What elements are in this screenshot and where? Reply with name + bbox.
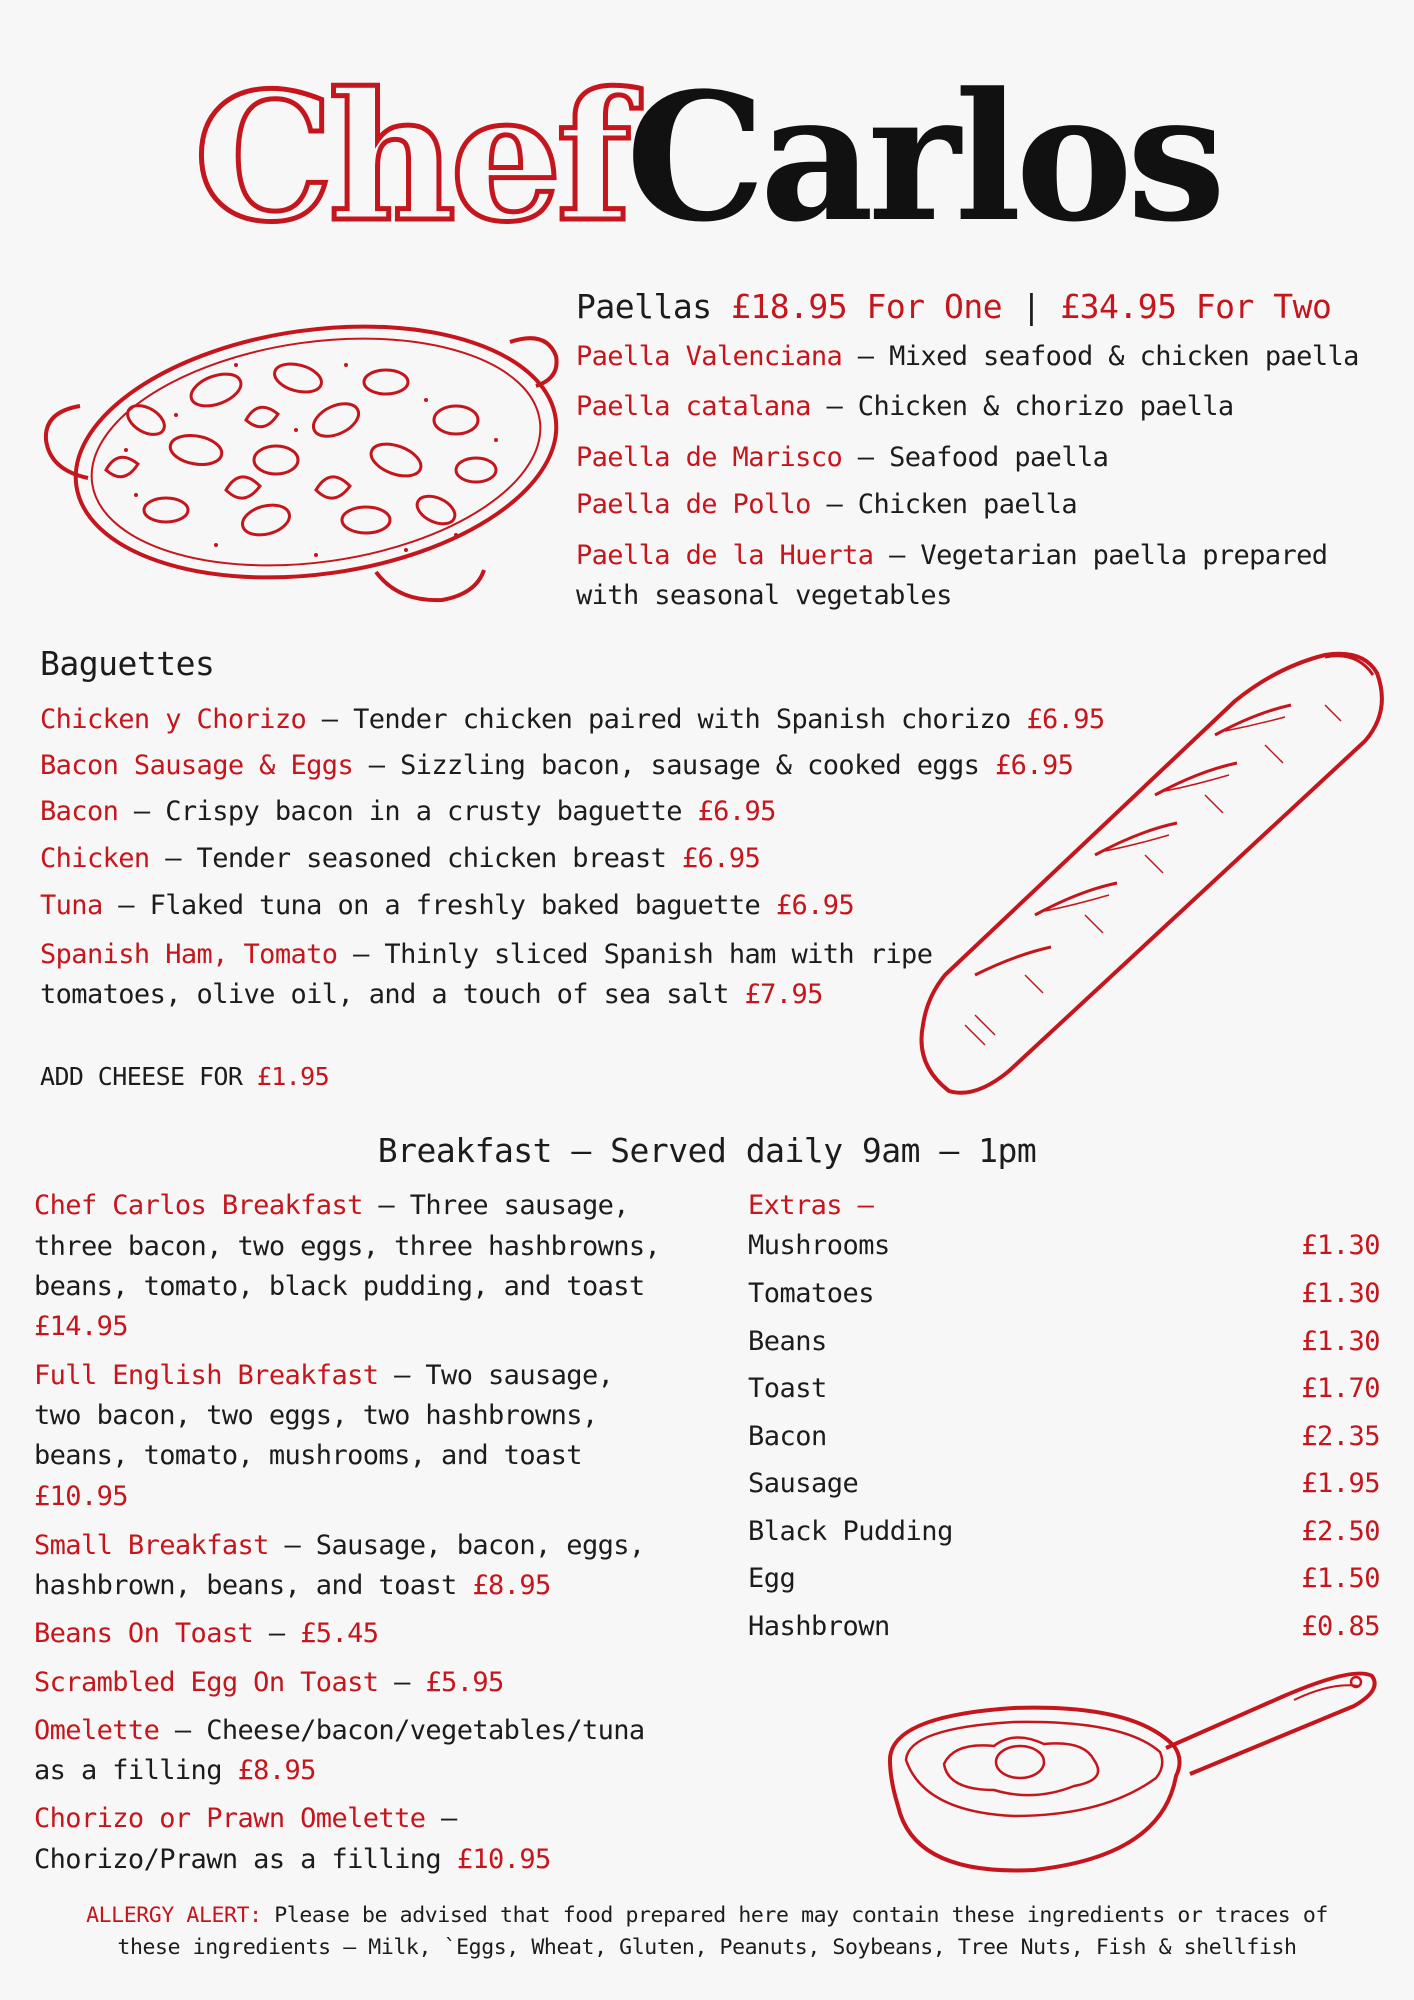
breakfast-price: £14.95 — [34, 1311, 128, 1342]
breakfast-item: Omelette – Cheese/bacon/vegetables/tuna — [34, 1715, 645, 1746]
breakfast-item: Scrambled Egg On Toast – £5.95 — [34, 1667, 504, 1698]
baguette-item: Bacon Sausage & Eggs – Sizzling bacon, sausage & cooked eggs £6.95 — [40, 750, 1074, 781]
breakfast-item-continued: three bacon, two eggs, three hashbrowns, — [34, 1231, 661, 1262]
breakfast-item-continued: beans, tomato, mushrooms, and toast — [34, 1440, 582, 1471]
baguette-illustration — [905, 645, 1385, 1095]
extras-row: Black Pudding £2.50 — [748, 1516, 1380, 1547]
paella-item: Paella Valenciana – Mixed seafood & chicken paella — [576, 341, 1359, 372]
baguette-item: Bacon – Crispy bacon in a crusty baguette £6.95 — [40, 796, 776, 827]
allergy-alert: ALLERGY ALERT: Please be advised that food prepared here may contain these ingredients or traces of these ingredients – Milk, `Eggs, Wheat, Gluten, Peanuts, Soybeans, Tree Nuts, Fish & shellfish — [50, 1900, 1364, 1964]
paella-item-continued: with seasonal vegetables — [576, 580, 952, 611]
paellas-heading: Paellas £18.95 For One | £34.95 For Two — [576, 287, 1332, 326]
breakfast-price: £10.95 — [34, 1481, 128, 1512]
paella-item: Paella de Marisco – Seafood paella — [576, 442, 1109, 473]
extras-heading: Extras – — [748, 1190, 874, 1221]
baguette-item-continued: tomatoes, olive oil, and a touch of sea salt £7.95 — [40, 979, 823, 1010]
breakfast-item: Beans On Toast – £5.45 — [34, 1618, 379, 1649]
paella-pan-illustration — [36, 320, 566, 610]
extras-row: Tomatoes £1.30 — [748, 1278, 1380, 1309]
breakfast-item: Chef Carlos Breakfast – Three sausage, — [34, 1190, 629, 1221]
breakfast-item-continued: Chorizo/Prawn as a filling £10.95 — [34, 1844, 551, 1875]
extras-row: Egg £1.50 — [748, 1563, 1380, 1594]
extras-row: Hashbrown £0.85 — [748, 1611, 1380, 1642]
baguette-item: Chicken – Tender seasoned chicken breast £6.95 — [40, 843, 761, 874]
paella-price-one: £18.95 For One — [730, 287, 1003, 326]
extras-row: Toast £1.70 — [748, 1373, 1380, 1404]
breakfast-item: Full English Breakfast – Two sausage, — [34, 1360, 614, 1391]
breakfast-item: Small Breakfast – Sausage, bacon, eggs, — [34, 1530, 645, 1561]
add-cheese-note: ADD CHEESE FOR £1.95 — [40, 1062, 330, 1091]
baguette-item: Spanish Ham, Tomato – Thinly sliced Spanish ham with ripe — [40, 939, 933, 970]
paella-item: Paella catalana – Chicken & chorizo paella — [576, 391, 1234, 422]
breakfast-item-continued: two bacon, two eggs, two hashbrowns, — [34, 1400, 598, 1431]
paella-item: Paella de Pollo – Chicken paella — [576, 489, 1077, 520]
baguettes-heading: Baguettes — [40, 644, 215, 683]
title-chef: Chef — [194, 54, 626, 261]
breakfast-heading: Breakfast – Served daily 9am – 1pm — [377, 1131, 1037, 1170]
breakfast-item-continued: hashbrown, beans, and toast £8.95 — [34, 1570, 551, 1601]
paella-item: Paella de la Huerta – Vegetarian paella prepared — [576, 540, 1328, 571]
allergy-label: ALLERGY ALERT: — [86, 1903, 262, 1928]
breakfast-item-continued: as a filling £8.95 — [34, 1755, 316, 1786]
extras-row: Bacon £2.35 — [748, 1421, 1380, 1452]
extras-row: Mushrooms £1.30 — [748, 1230, 1380, 1261]
baguette-item: Chicken y Chorizo – Tender chicken paired with Spanish chorizo £6.95 — [40, 704, 1105, 735]
restaurant-title — [0, 54, 1414, 261]
paella-price-two: £34.95 For Two — [1060, 287, 1332, 326]
baguette-item: Tuna – Flaked tuna on a freshly baked baguette £6.95 — [40, 890, 855, 921]
title-carlos: Carlos — [625, 54, 1220, 261]
extras-row: Sausage £1.95 — [748, 1468, 1380, 1499]
extras-row: Beans £1.30 — [748, 1326, 1380, 1357]
breakfast-item-continued: beans, tomato, black pudding, and toast — [34, 1271, 645, 1302]
breakfast-item: Chorizo or Prawn Omelette – — [34, 1803, 457, 1834]
frying-pan-egg-illustration — [884, 1656, 1384, 1886]
allergy-text-continued: these ingredients – Milk, `Eggs, Wheat, Gluten, Peanuts, Soybeans, Tree Nuts, Fish & shellfish — [117, 1935, 1297, 1960]
